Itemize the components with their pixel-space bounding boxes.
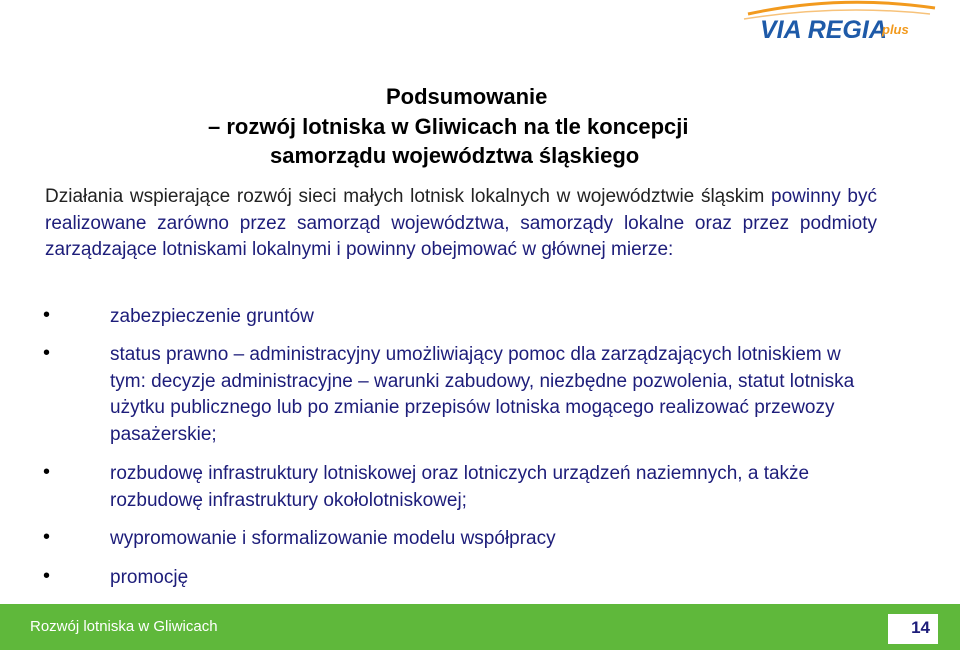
bullet-marker: •: [43, 565, 51, 587]
intro-first-line: Działania wspierające rozwój sieci małych lotnisk lokalnych w województwie śląskim: [45, 186, 765, 207]
title-line-3: samorządu województwa śląskiego: [270, 143, 640, 168]
bullet-item-5: promocję: [110, 567, 189, 588]
bullet-item-1: zabezpieczenie gruntów: [110, 306, 314, 327]
title-line-2: – rozwój lotniska w Gliwicach na tle koncepcji: [208, 114, 689, 139]
bullet-marker: •: [43, 304, 51, 326]
footer-bar: [0, 604, 960, 650]
intro-rest: powinny być realizowane zarówno przez samorząd województwa, samorządy lokalne oraz przez podmioty zarządzające lotniskami lokalnymi i powinny obejmować w głównej mierze:: [45, 186, 878, 260]
svg-text:VIA REGIA: VIA REGIA: [760, 16, 887, 44]
bullet-item-3: rozbudowę infrastruktury lotniskowej oraz lotniczych urządzeń naziemnych, a także rozbudowę infrastruktury okołolotniskowej;: [110, 463, 810, 511]
page-number: 14: [911, 618, 930, 637]
svg-text:plus: plus: [882, 22, 909, 37]
bullet-marker: •: [43, 342, 51, 364]
bullet-marker: •: [43, 526, 51, 548]
bullet-item-2: status prawno – administracyjny umożliwiający pomoc dla zarządzających lotniskiem w tym: decyzje administracyjne – warunki zabudowy, niezbędne pozwolenia, statut lotniska użytku publicznego lub po zmianie przepisów lotniska mogącego realizować przewozy pasażerskie;: [110, 344, 855, 445]
title-line-1: Podsumowanie: [386, 84, 548, 109]
footer-title: Rozwój lotniska w Gliwicach: [30, 618, 218, 635]
bullet-marker: •: [43, 461, 51, 483]
bullet-item-4: wypromowanie i sformalizowanie modelu współpracy: [110, 528, 556, 549]
